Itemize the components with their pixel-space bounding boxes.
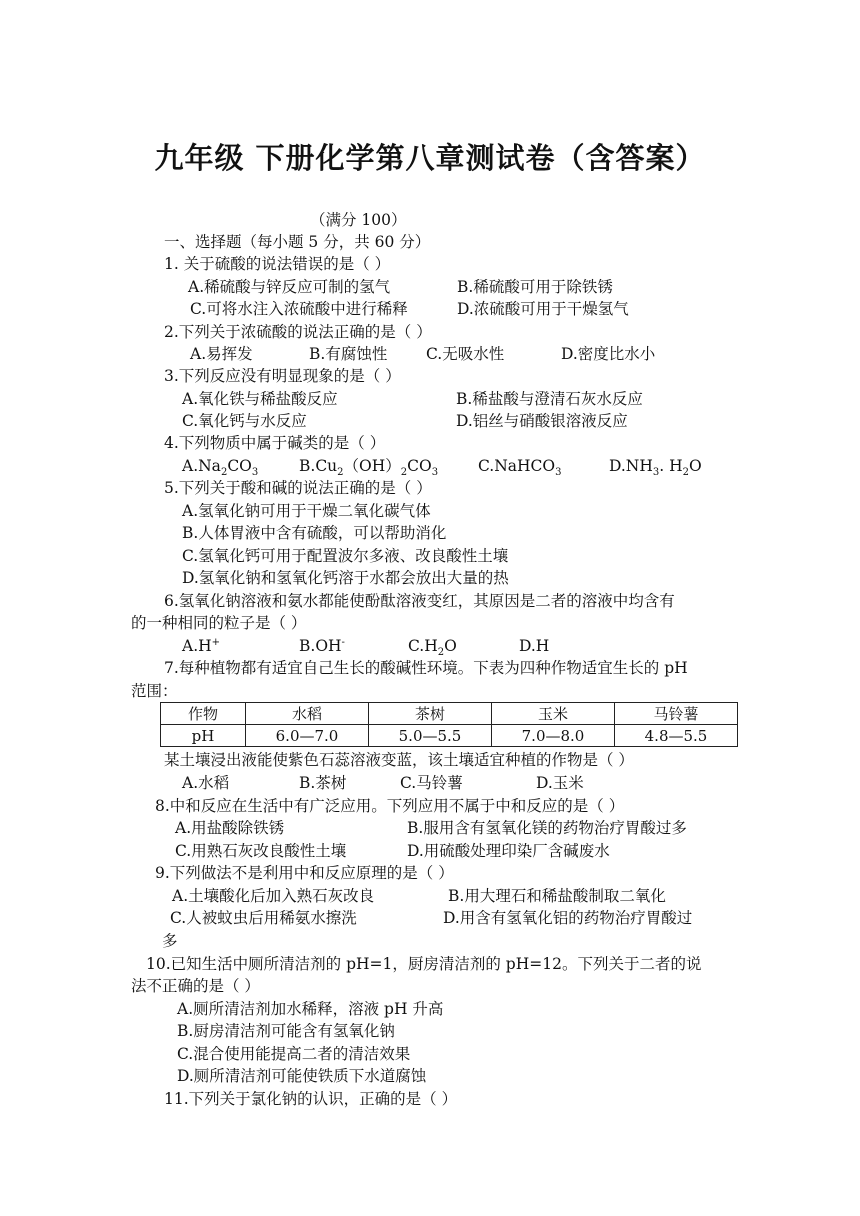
question-10-option-d: D.厕所清洁剂可能使铁质下水道腐蚀 [177, 1067, 427, 1085]
question-4-option-c: C.NaHCO$_3$ [478, 457, 562, 479]
question-9-option-c: C.人被蚊虫后用稀氨水擦洗 [170, 909, 357, 927]
question-5-option-b: B.人体胃液中含有硫酸，可以帮助消化 [182, 524, 447, 542]
table-cell: 水稻 [246, 703, 369, 725]
table-cell: 4.8—5.5 [615, 725, 738, 747]
question-2-option-d: D.密度比水小 [561, 345, 656, 363]
question-10-stem-cont: 法不正确的是（ ） [131, 977, 260, 995]
table-cell: pH [161, 725, 246, 747]
section-heading: 一、选择题（每小题 5 分，共 60 分） [164, 233, 431, 251]
question-2-option-c: C.无吸水性 [426, 345, 505, 363]
question-10-option-b: B.厨房清洁剂可能含有氢氧化钠 [177, 1022, 395, 1040]
question-1-option-d: D.浓硫酸可用于干燥氢气 [457, 300, 629, 318]
table-cell: 7.0—8.0 [492, 725, 615, 747]
question-6-option-c: $C.H_2O$ [408, 637, 457, 659]
question-5-option-c: C.氢氧化钙可用于配置波尔多液、改良酸性土壤 [182, 547, 509, 565]
question-6-option-b: B.OH- [299, 636, 345, 655]
question-5-option-d: D.氢氧化钠和氢氧化钙溶于水都会放出大量的热 [182, 569, 509, 587]
question-3-stem: 3.下列反应没有明显现象的是（ ） [164, 367, 401, 385]
question-10-stem: 10.已知生活中厕所清洁剂的 pH=1，厨房清洁剂的 pH=12。下列关于二者的说 [146, 955, 702, 973]
question-7-option-b: B.茶树 [299, 774, 347, 792]
question-6-stem: 6.氢氧化钠溶液和氨水都能使酚酞溶液变红，其原因是二者的溶液中均含有 [164, 592, 675, 610]
question-8-option-d: D.用硫酸处理印染厂含碱废水 [407, 842, 610, 860]
table-cell: 6.0—7.0 [246, 725, 369, 747]
page-title: 九年级 下册化学第八章测试卷（含答案） [154, 141, 706, 175]
question-8-option-a: A.用盐酸除铁锈 [175, 819, 285, 837]
question-2-option-b: B.有腐蚀性 [309, 345, 388, 363]
question-5-stem: 5.下列关于酸和碱的说法正确的是（ ） [164, 479, 432, 497]
table-header-row [161, 703, 738, 725]
question-4-option-a: $A.Na_2CO_3$ [182, 457, 259, 479]
table-cell: 茶树 [369, 703, 492, 725]
question-9-option-d-cont: 多 [162, 932, 178, 950]
question-9-stem: 9.下列做法不是利用中和反应原理的是（ ） [155, 864, 454, 882]
table-cell: 5.0—5.5 [369, 725, 492, 747]
question-3-option-a: A.氧化铁与稀盐酸反应 [182, 390, 338, 408]
table-cell: 作物 [161, 703, 246, 725]
question-8-stem: 8.中和反应在生活中有广泛应用。下列应用不属于中和反应的是（ ） [155, 797, 625, 815]
question-5-option-a: A.氢氧化钠可用于干燥二氧化碳气体 [182, 502, 431, 520]
question-6-option-a: A.H+ [182, 636, 221, 655]
question-11-stem: 11.下列关于氯化钠的认识，正确的是（ ） [164, 1090, 458, 1108]
question-3-option-d: D.铝丝与硝酸银溶液反应 [456, 412, 628, 430]
table-row [161, 725, 738, 747]
question-1-option-a: A.稀硫酸与锌反应可制的氢气 [188, 278, 391, 296]
question-7-stem: 7.每种植物都有适宜自己生长的酸碱性环境。下表为四种作物适宜生长的 pH [164, 659, 688, 677]
question-9-option-a: A.土壤酸化后加入熟石灰改良 [172, 887, 375, 905]
question-1-stem: 1. 关于硫酸的说法错误的是（ ） [164, 255, 391, 273]
question-1-option-b: B.稀硫酸可用于除铁锈 [457, 278, 613, 296]
table-cell: 玉米 [492, 703, 615, 725]
question-10-option-c: C.混合使用能提高二者的清洁效果 [177, 1045, 411, 1063]
question-3-option-b: B.稀盐酸与澄清石灰水反应 [456, 390, 643, 408]
question-1-option-c: C.可将水注入浓硫酸中进行稀释 [190, 300, 408, 318]
question-2-option-a: A.易挥发 [190, 345, 253, 363]
question-4-option-b: $B.Cu_2(OH)_2CO_3$ [299, 457, 439, 479]
question-7-option-c: C.马铃薯 [400, 774, 463, 792]
ph-table [160, 702, 738, 747]
question-7-stem-cont: 范围： [131, 682, 178, 700]
table-cell: 马铃薯 [615, 703, 738, 725]
question-4-stem: 4.下列物质中属于碱类的是（ ） [164, 434, 386, 452]
question-4-option-d: $D.NH_3$. $H_2O$ [609, 457, 702, 479]
question-9-option-b: B.用大理石和稀盐酸制取二氧化 [448, 887, 666, 905]
question-7-option-a: A.水稻 [182, 774, 230, 792]
full-score: （满分 100） [310, 211, 407, 229]
question-7-prompt: 某土壤浸出液能使紫色石蕊溶液变蓝，该土壤适宜种植的作物是（ ） [164, 751, 634, 769]
question-9-option-d: D.用含有氢氧化铝的药物治疗胃酸过 [443, 909, 693, 927]
question-8-option-c: C.用熟石灰改良酸性土壤 [175, 842, 347, 860]
question-8-option-b: B.服用含有氢氧化镁的药物治疗胃酸过多 [407, 819, 687, 837]
question-6-stem-cont: 的一种相同的粒子是（ ） [131, 614, 307, 632]
question-3-option-c: C.氧化钙与水反应 [182, 412, 307, 430]
question-10-option-a: A.厕所清洁剂加水稀释，溶液 pH 升高 [177, 1000, 444, 1018]
question-7-option-d: D.玉米 [536, 774, 584, 792]
question-2-stem: 2.下列关于浓硫酸的说法正确的是（ ） [164, 323, 432, 341]
question-6-option-d: D.H [519, 637, 550, 655]
